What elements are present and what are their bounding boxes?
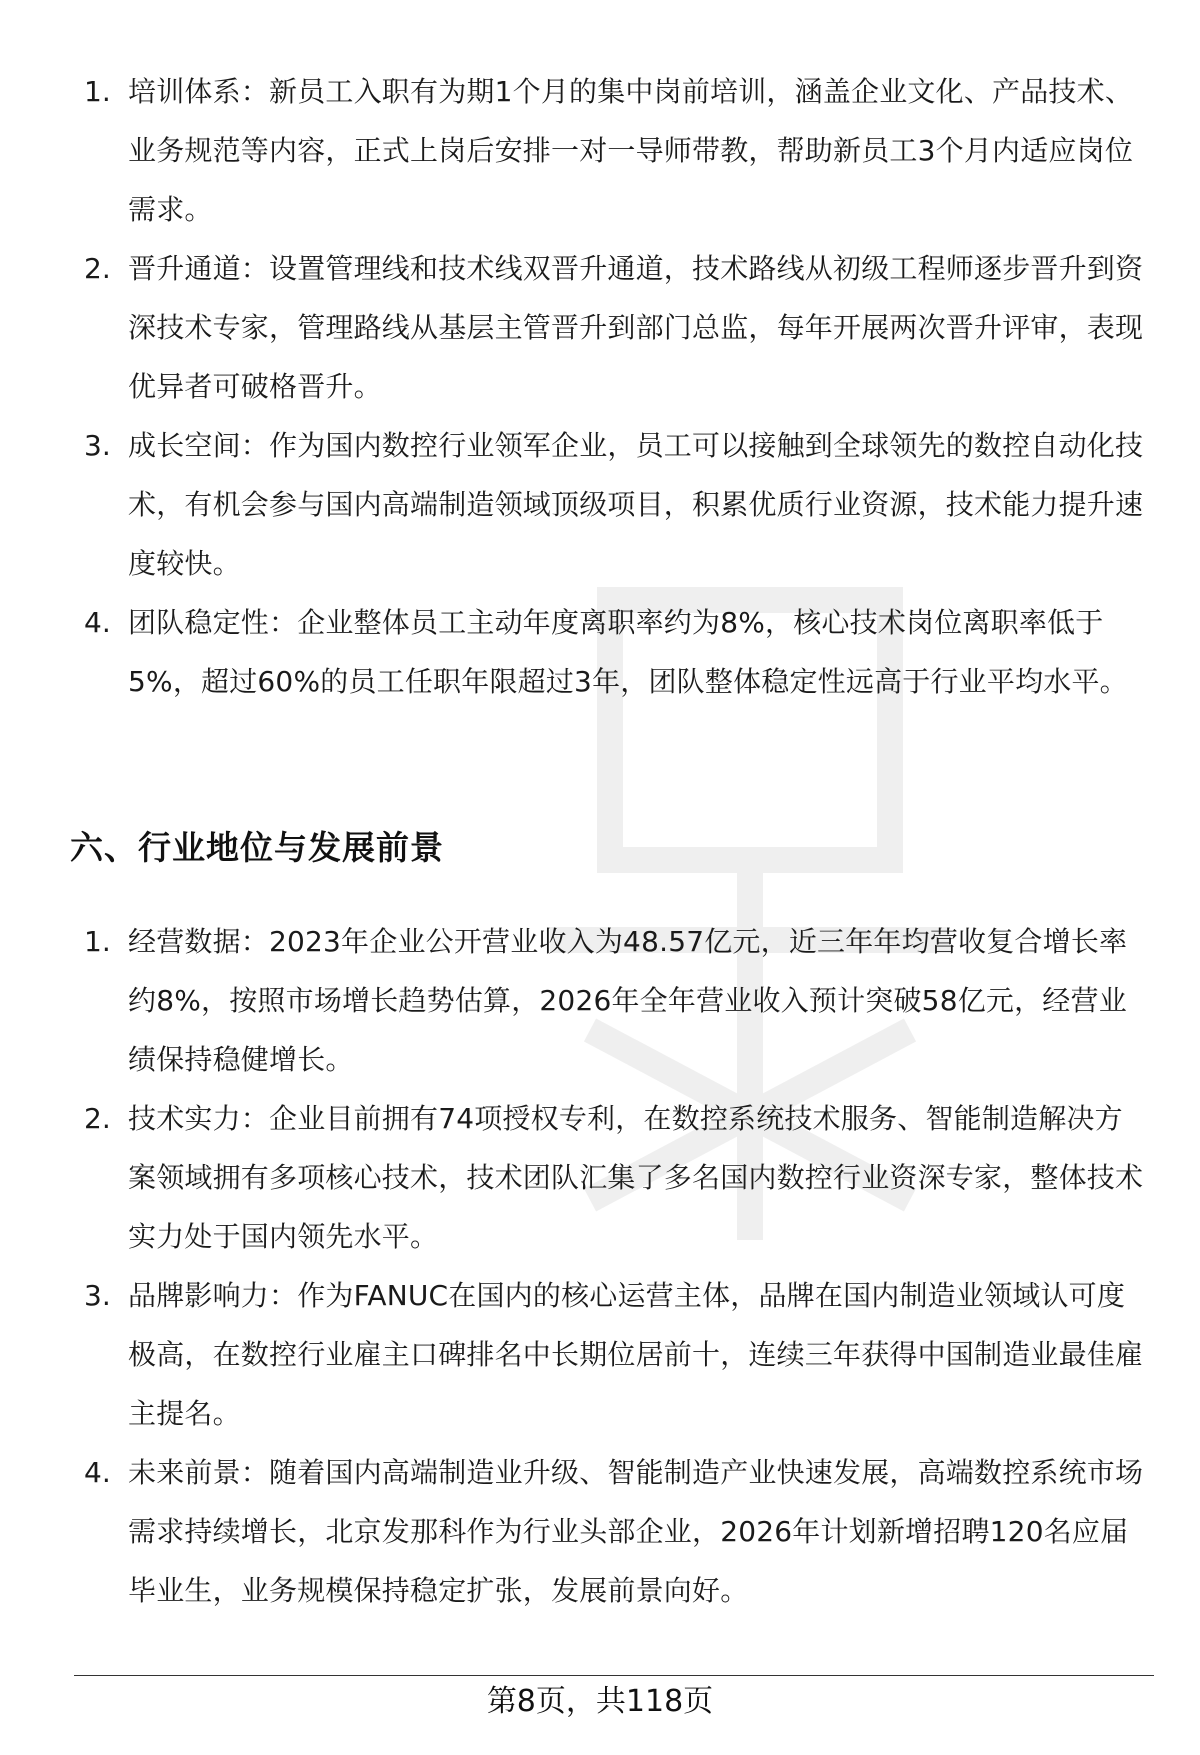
list-item-number: 1.	[84, 925, 111, 958]
list-item-number: 2.	[84, 252, 111, 285]
list-item	[0, 912, 1200, 1089]
list-item-number: 2.	[84, 1102, 111, 1135]
list-item-number: 4.	[84, 606, 111, 639]
list-item-number: 4.	[84, 1456, 111, 1489]
career-development-list	[0, 62, 1200, 711]
list-item-text: 成长空间：作为国内数控行业领军企业，员工可以接触到全球领先的数控自动化技术，有机会参与国内高端制造领域顶级项目，积累优质行业资源，技术能力提升速度较快。	[128, 429, 1144, 580]
list-item	[0, 1089, 1200, 1266]
industry-position-list	[0, 912, 1200, 1620]
footer-divider	[74, 1675, 1154, 1676]
page-number: 第8页，共118页	[486, 1684, 714, 1719]
list-item-text: 团队稳定性：企业整体员工主动年度离职率约为8%，核心技术岗位离职率低于5%，超过60%的员工任职年限超过3年，团队整体稳定性远高于行业平均水平。	[128, 606, 1128, 698]
list-item-text: 技术实力：企业目前拥有74项授权专利，在数控系统技术服务、智能制造解决方案领域拥有多项核心技术，技术团队汇集了多名国内数控行业资深专家，整体技术实力处于国内领先水平。	[128, 1102, 1144, 1253]
list-item-text: 品牌影响力：作为FANUC在国内的核心运营主体，品牌在国内制造业领域认可度极高，在数控行业雇主口碑排名中长期位居前十，连续三年获得中国制造业最佳雇主提名。	[128, 1279, 1144, 1430]
list-item	[0, 239, 1200, 416]
list-item-text: 未来前景：随着国内高端制造业升级、智能制造产业快速发展，高端数控系统市场需求持续增长，北京发那科作为行业头部企业，2026年计划新增招聘120名应届毕业生，业务规模保持稳定扩张，发展前景向好。	[128, 1456, 1144, 1607]
list-item-text: 晋升通道：设置管理线和技术线双晋升通道，技术路线从初级工程师逐步晋升到资深技术专家，管理路线从基层主管晋升到部门总监，每年开展两次晋升评审，表现优异者可破格晋升。	[128, 252, 1144, 403]
list-item-text: 经营数据：2023年企业公开营业收入为48.57亿元，近三年年均营收复合增长率约8%，按照市场增长趋势估算，2026年全年营业收入预计突破58亿元，经营业绩保持稳健增长。	[128, 925, 1128, 1076]
section-heading: 六、行业地位与发展前景	[70, 828, 444, 867]
list-item-number: 3.	[84, 1279, 111, 1312]
list-item	[0, 1443, 1200, 1620]
list-item-number: 3.	[84, 429, 111, 462]
list-item-number: 1.	[84, 75, 111, 108]
list-item	[0, 62, 1200, 239]
list-item-text: 培训体系：新员工入职有为期1个月的集中岗前培训，涵盖企业文化、产品技术、业务规范等内容，正式上岗后安排一对一导师带教，帮助新员工3个月内适应岗位需求。	[128, 75, 1134, 226]
list-item	[0, 416, 1200, 593]
list-item	[0, 593, 1200, 711]
list-item	[0, 1266, 1200, 1443]
